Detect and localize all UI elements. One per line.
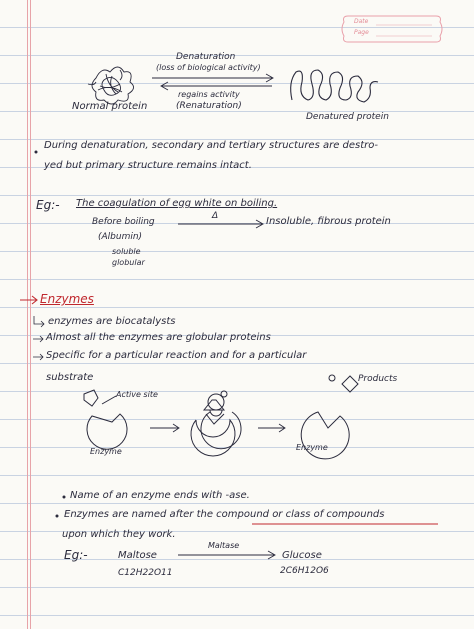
- globular-label: globular: [112, 258, 145, 267]
- normal-protein-caption: Normal protein: [72, 101, 148, 112]
- naming-bullet-2b: upon which they work.: [62, 529, 176, 540]
- page-label: Page: [354, 29, 369, 36]
- maltose-label: Maltose: [118, 550, 157, 561]
- enzyme-label-right: Enzyme: [296, 443, 328, 452]
- glucose-label: Glucose: [282, 550, 322, 561]
- heat-symbol: Δ: [212, 211, 219, 221]
- renaturation-label: (Renaturation): [176, 101, 242, 111]
- enzymes-bullet-3b: substrate: [46, 372, 94, 383]
- regains-label: regains activity: [178, 90, 240, 99]
- heading-arrow-icon: [20, 296, 37, 304]
- soluble-label: soluble: [112, 247, 141, 256]
- naming-bullet-1: Name of an enzyme ends with -ase.: [70, 490, 250, 501]
- enzymes-heading: Enzymes: [40, 292, 94, 306]
- denaturation-note-line1: During denaturation, secondary and tertiary structures are destro-: [44, 140, 379, 151]
- insoluble-label: Insoluble, fibrous protein: [266, 216, 391, 227]
- bullet: [35, 151, 38, 154]
- sub-arrow-icon: [33, 336, 43, 342]
- denaturation-label: Denaturation: [176, 52, 236, 62]
- active-site-label: Active site: [116, 390, 158, 399]
- example-title: The coagulation of egg white on boiling.: [76, 198, 278, 209]
- denaturation-sub: (loss of biological activity): [156, 63, 261, 72]
- naming-bullet-2a: Enzymes are named after the compound or class of compounds: [64, 509, 385, 520]
- denaturation-note-line2: yed but primary structure remains intact.: [44, 160, 252, 171]
- denatured-protein-icon: [291, 70, 378, 102]
- maltose-formula: C12H22O11: [118, 568, 173, 578]
- normal-protein-icon: [88, 67, 134, 104]
- maltase-label: Maltase: [208, 541, 240, 550]
- date-label: Date: [354, 18, 369, 25]
- bullet: [63, 496, 66, 499]
- enzyme-label-left: Enzyme: [90, 447, 122, 456]
- sub-arrow-icon: [34, 316, 44, 327]
- albumin-label: (Albumin): [98, 232, 143, 242]
- products-label: Products: [358, 374, 398, 384]
- glucose-formula: 2C6H12O6: [280, 566, 329, 576]
- enzymes-bullet-1: enzymes are biocatalysts: [48, 316, 176, 327]
- enzyme-substrate-sketch: [84, 390, 241, 449]
- example-prefix: Eg:-: [36, 198, 60, 212]
- enzymes-bullet-2: Almost all the enzymes are globular proteins: [46, 332, 271, 343]
- denatured-protein-caption: Denatured protein: [306, 112, 389, 122]
- enzymes-bullet-3a: Specific for a particular reaction and for a particular: [46, 350, 307, 361]
- sub-arrow-icon: [33, 354, 43, 360]
- naming-example-prefix: Eg:-: [64, 548, 88, 562]
- bullet: [56, 515, 59, 518]
- before-boiling: Before boiling: [92, 217, 155, 227]
